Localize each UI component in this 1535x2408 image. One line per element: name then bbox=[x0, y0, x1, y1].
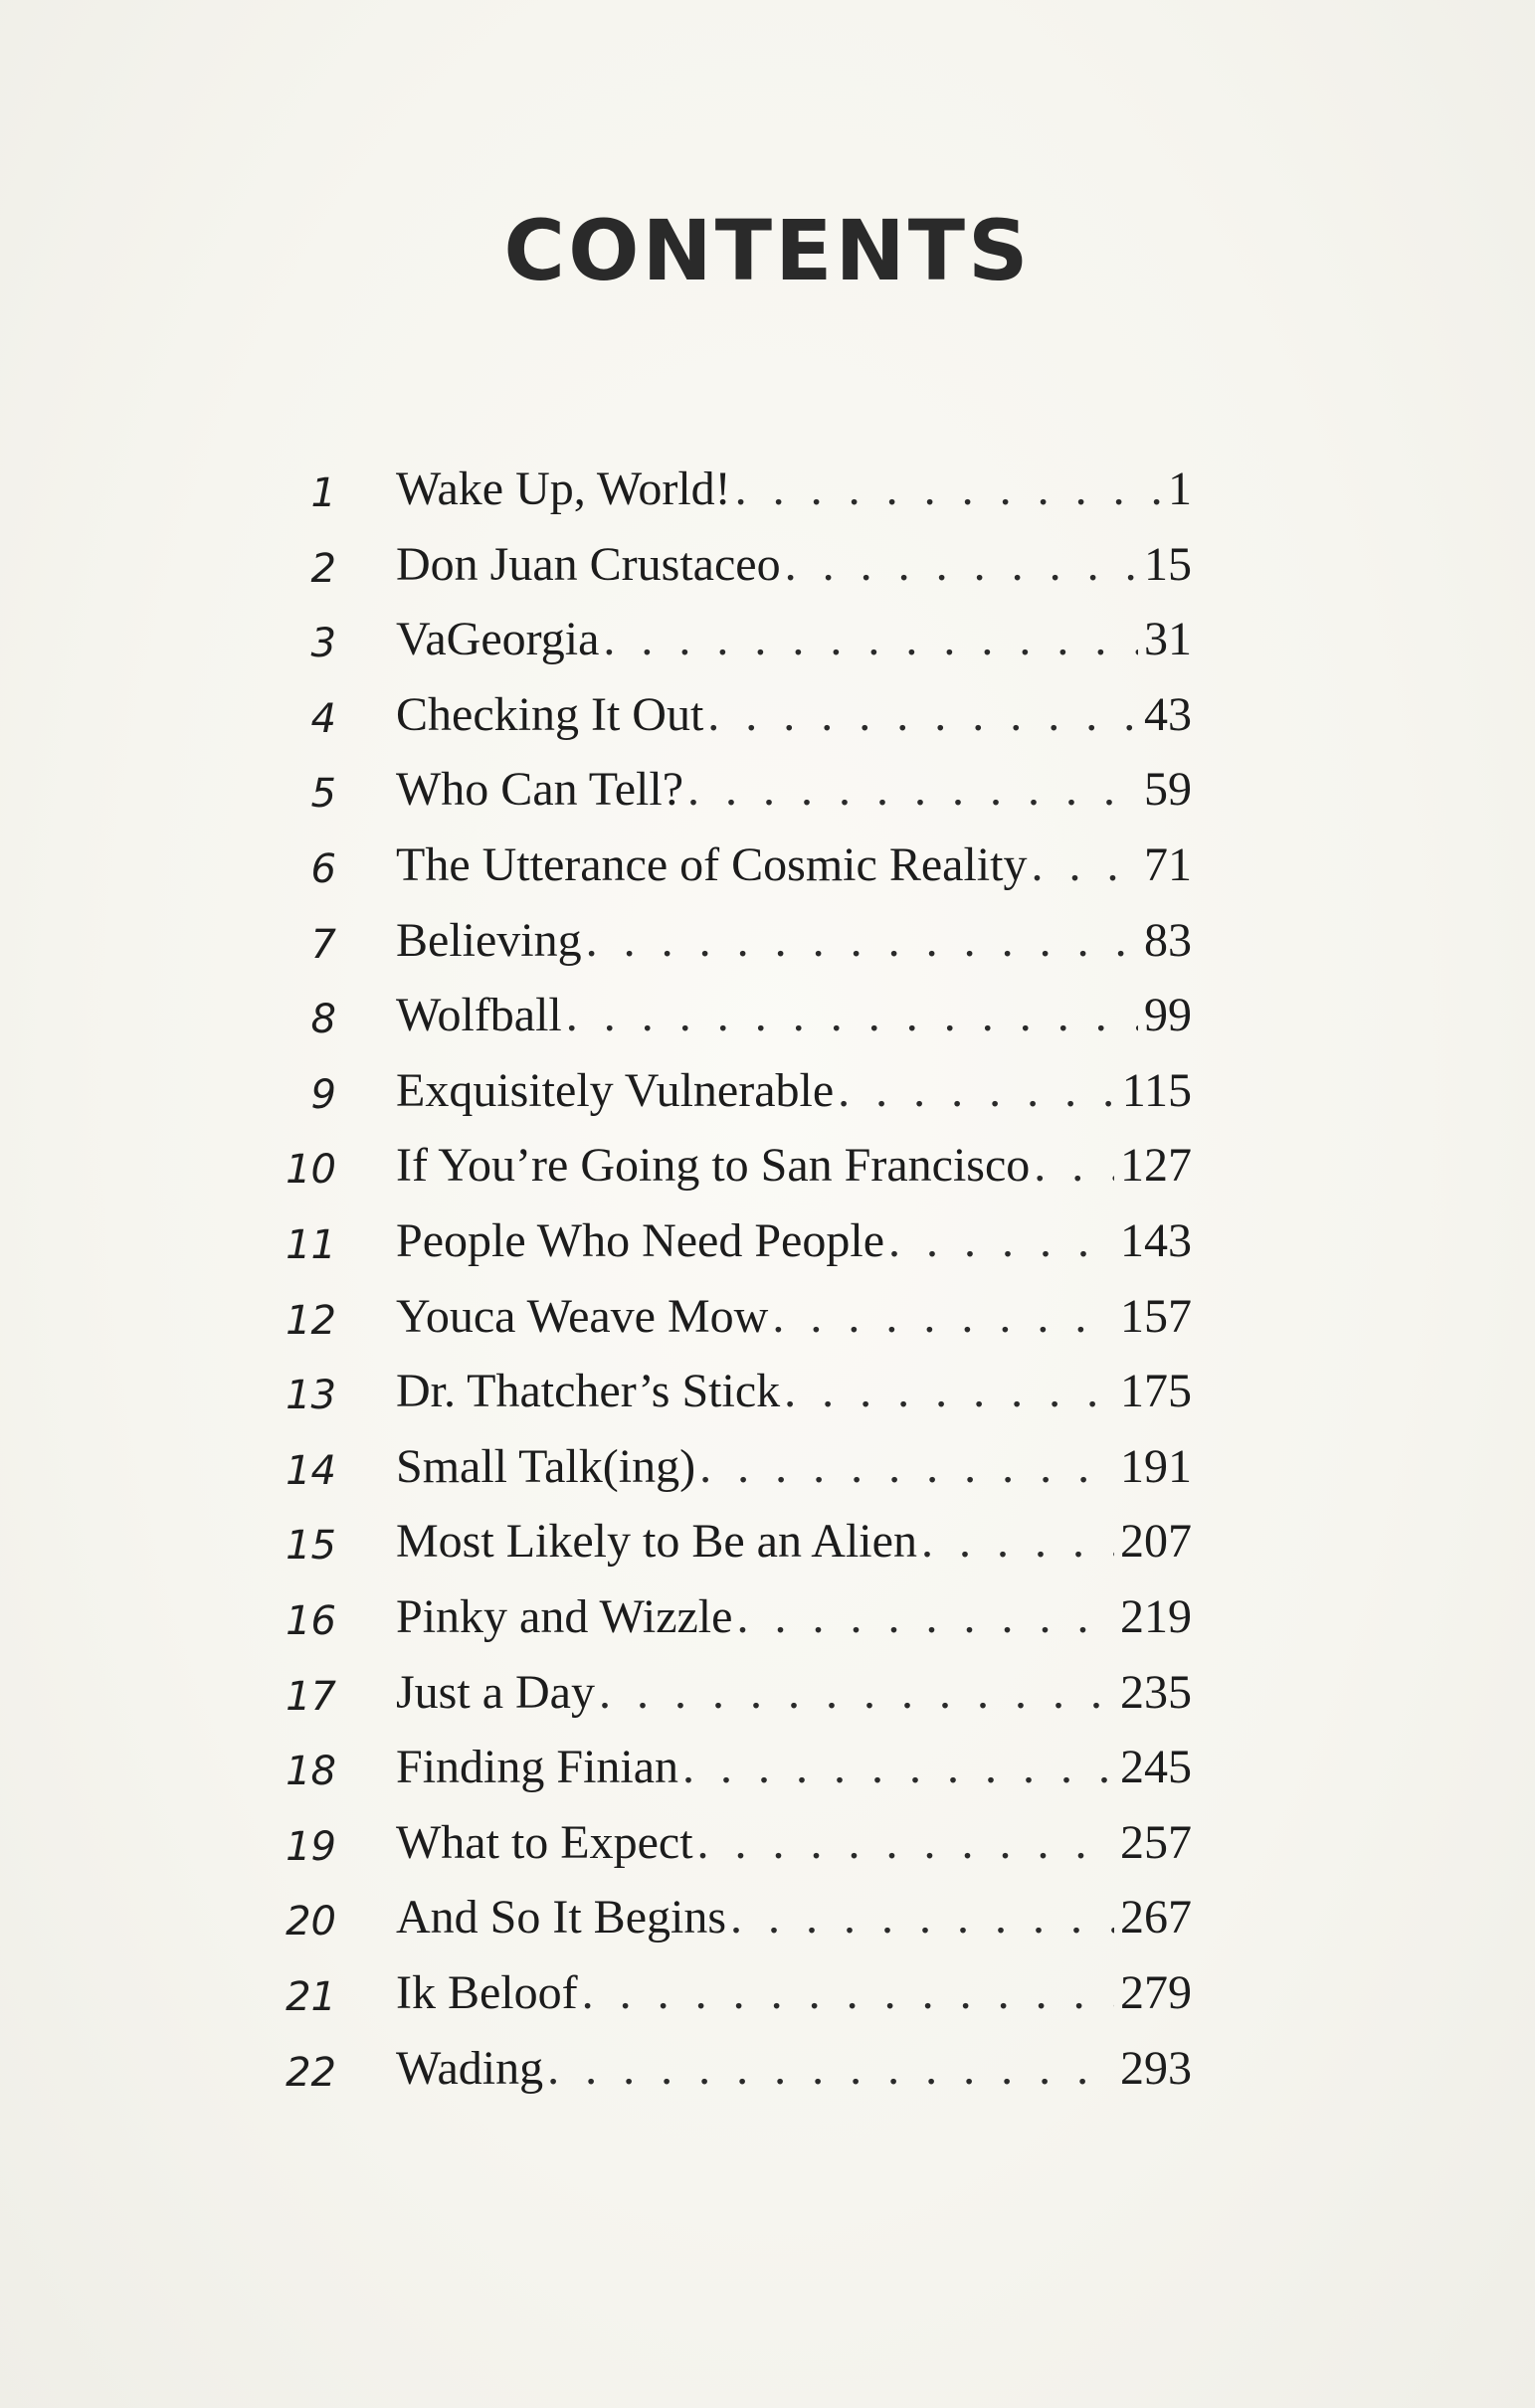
page-number: 1 bbox=[1168, 463, 1192, 515]
dot-leader bbox=[586, 917, 1138, 965]
chapter-title: Pinky and Wizzle bbox=[396, 1590, 733, 1643]
toc-entry bbox=[0, 1289, 1535, 1369]
chapter-line bbox=[396, 613, 1192, 666]
chapter-line bbox=[396, 687, 1192, 741]
page-number: 83 bbox=[1144, 913, 1192, 967]
chapter-number: 6 bbox=[310, 846, 336, 892]
dot-leader bbox=[707, 691, 1138, 739]
chapter-title: People Who Need People bbox=[396, 1214, 884, 1267]
dot-leader bbox=[603, 616, 1138, 663]
toc-entry bbox=[0, 613, 1535, 691]
chapter-number: 20 bbox=[286, 1899, 336, 1945]
chapter-line bbox=[396, 1063, 1192, 1117]
chapter-number: 4 bbox=[310, 695, 336, 742]
page-number: 15 bbox=[1144, 537, 1192, 591]
page-number: 127 bbox=[1120, 1139, 1192, 1193]
chapter-number: 14 bbox=[286, 1447, 336, 1494]
chapter-number: 11 bbox=[286, 1222, 336, 1268]
chapter-line bbox=[396, 838, 1192, 891]
toc-entry bbox=[0, 1214, 1535, 1293]
chapter-line bbox=[396, 1741, 1192, 1794]
toc-entry bbox=[0, 1665, 1535, 1745]
chapter-title: Youca Weave Mow bbox=[396, 1289, 769, 1343]
dot-leader bbox=[687, 766, 1138, 814]
dot-leader bbox=[921, 1518, 1114, 1566]
dot-leader bbox=[772, 1293, 1114, 1341]
chapter-line bbox=[396, 1891, 1192, 1945]
chapter-title: Wading bbox=[396, 2041, 544, 2095]
page-number: 245 bbox=[1120, 1741, 1192, 1794]
toc-entry bbox=[0, 838, 1535, 917]
chapter-line bbox=[396, 1590, 1192, 1643]
toc-entry bbox=[0, 989, 1535, 1067]
chapter-title: If You’re Going to San Francisco bbox=[396, 1139, 1031, 1193]
chapter-number: 13 bbox=[286, 1373, 336, 1419]
dot-leader bbox=[784, 1368, 1114, 1415]
page-number: 175 bbox=[1120, 1365, 1192, 1418]
chapter-title: Checking It Out bbox=[396, 687, 704, 741]
dot-leader bbox=[1031, 841, 1138, 889]
toc-entry bbox=[0, 2041, 1535, 2121]
chapter-number: 2 bbox=[310, 545, 336, 592]
chapter-line bbox=[396, 1665, 1192, 1719]
dot-leader bbox=[566, 992, 1138, 1039]
dot-leader bbox=[697, 1819, 1114, 1867]
chapter-number: 8 bbox=[310, 997, 336, 1043]
page-number: 43 bbox=[1144, 687, 1192, 741]
dot-leader bbox=[682, 1744, 1114, 1791]
dot-leader bbox=[785, 541, 1138, 589]
chapter-number: 1 bbox=[310, 470, 336, 516]
chapter-line bbox=[396, 913, 1192, 967]
toc-entry bbox=[0, 1063, 1535, 1143]
chapter-title: The Utterance of Cosmic Reality bbox=[396, 838, 1028, 891]
toc-entry bbox=[0, 763, 1535, 841]
chapter-number: 12 bbox=[286, 1297, 336, 1344]
chapter-title: Believing bbox=[396, 913, 582, 967]
page-number: 257 bbox=[1120, 1815, 1192, 1869]
page-number: 219 bbox=[1120, 1590, 1192, 1643]
page-number: 279 bbox=[1120, 1966, 1192, 2019]
chapter-line bbox=[396, 1365, 1192, 1418]
chapter-title: Who Can Tell? bbox=[396, 763, 684, 817]
page-number: 143 bbox=[1120, 1214, 1192, 1267]
dot-leader bbox=[736, 1593, 1114, 1641]
toc-entry bbox=[0, 1741, 1535, 1819]
page-number: 191 bbox=[1120, 1439, 1192, 1493]
toc-entry bbox=[0, 1966, 1535, 2045]
toc-entry bbox=[0, 1815, 1535, 1895]
chapter-title: Wolfball bbox=[396, 989, 562, 1042]
toc-entry bbox=[0, 1365, 1535, 1443]
page-number: 157 bbox=[1120, 1289, 1192, 1343]
chapter-line bbox=[396, 1966, 1192, 2019]
chapter-title: Small Talk(ing) bbox=[396, 1439, 696, 1493]
chapter-title: Exquisitely Vulnerable bbox=[396, 1063, 835, 1117]
chapter-title: What to Expect bbox=[396, 1815, 693, 1869]
dot-leader bbox=[1034, 1142, 1114, 1190]
chapter-title: Wake Up, World! bbox=[396, 463, 731, 515]
chapter-number: 10 bbox=[286, 1147, 336, 1194]
chapter-line bbox=[396, 1214, 1192, 1267]
chapter-number: 18 bbox=[286, 1749, 336, 1795]
dot-leader bbox=[730, 1894, 1114, 1942]
chapter-number: 22 bbox=[286, 2049, 336, 2096]
chapter-number: 9 bbox=[310, 1071, 336, 1118]
dot-leader bbox=[735, 465, 1162, 513]
chapter-line bbox=[396, 763, 1192, 817]
page-number: 59 bbox=[1144, 763, 1192, 817]
page-number: 115 bbox=[1121, 1063, 1192, 1117]
chapter-line bbox=[396, 1815, 1192, 1869]
page-number: 207 bbox=[1120, 1515, 1192, 1569]
toc-entry bbox=[0, 537, 1535, 617]
toc-entry bbox=[0, 913, 1535, 993]
chapter-title: Ik Beloof bbox=[396, 1966, 578, 2019]
dot-leader bbox=[888, 1217, 1114, 1265]
page-number: 99 bbox=[1144, 989, 1192, 1042]
toc-entry bbox=[0, 1891, 1535, 1969]
chapter-line bbox=[396, 1139, 1192, 1193]
chapter-number: 3 bbox=[310, 621, 336, 667]
chapter-number: 16 bbox=[286, 1598, 336, 1644]
dot-leader bbox=[599, 1669, 1114, 1717]
chapter-line bbox=[396, 989, 1192, 1042]
chapter-title: Don Juan Crustaceo bbox=[396, 537, 781, 591]
chapter-line bbox=[396, 1515, 1192, 1569]
toc-entry bbox=[0, 1590, 1535, 1669]
chapter-title: Finding Finian bbox=[396, 1741, 679, 1794]
chapter-title: Dr. Thatcher’s Stick bbox=[396, 1365, 781, 1418]
dot-leader bbox=[582, 1969, 1114, 2017]
chapter-title: Just a Day bbox=[396, 1665, 595, 1719]
toc-entry bbox=[0, 1439, 1535, 1519]
page-number: 235 bbox=[1120, 1665, 1192, 1719]
chapter-number: 21 bbox=[286, 1974, 336, 2020]
chapter-title: VaGeorgia bbox=[396, 613, 600, 666]
chapter-number: 5 bbox=[310, 771, 336, 818]
chapter-number: 7 bbox=[310, 921, 336, 968]
toc-entry bbox=[0, 465, 1535, 541]
chapter-line bbox=[396, 465, 1192, 513]
toc-entry bbox=[0, 1139, 1535, 1217]
chapter-number: 19 bbox=[286, 1823, 336, 1870]
chapter-number: 17 bbox=[286, 1673, 336, 1720]
dot-leader bbox=[838, 1067, 1116, 1115]
chapter-line bbox=[396, 537, 1192, 591]
page-title: CONTENTS bbox=[503, 202, 1032, 299]
page-number: 31 bbox=[1144, 613, 1192, 666]
chapter-line bbox=[396, 1439, 1192, 1493]
chapter-line bbox=[396, 1289, 1192, 1343]
toc-entry bbox=[0, 687, 1535, 767]
chapter-title: Most Likely to Be an Alien bbox=[396, 1515, 917, 1569]
dot-leader bbox=[699, 1443, 1114, 1491]
dot-leader bbox=[547, 2045, 1114, 2093]
chapter-number: 15 bbox=[286, 1523, 336, 1570]
page-number: 267 bbox=[1120, 1891, 1192, 1945]
page-number: 71 bbox=[1144, 838, 1192, 891]
chapter-line bbox=[396, 2041, 1192, 2095]
chapter-title: And So It Begins bbox=[396, 1891, 727, 1945]
toc-entry bbox=[0, 1515, 1535, 1593]
page-number: 293 bbox=[1120, 2041, 1192, 2095]
